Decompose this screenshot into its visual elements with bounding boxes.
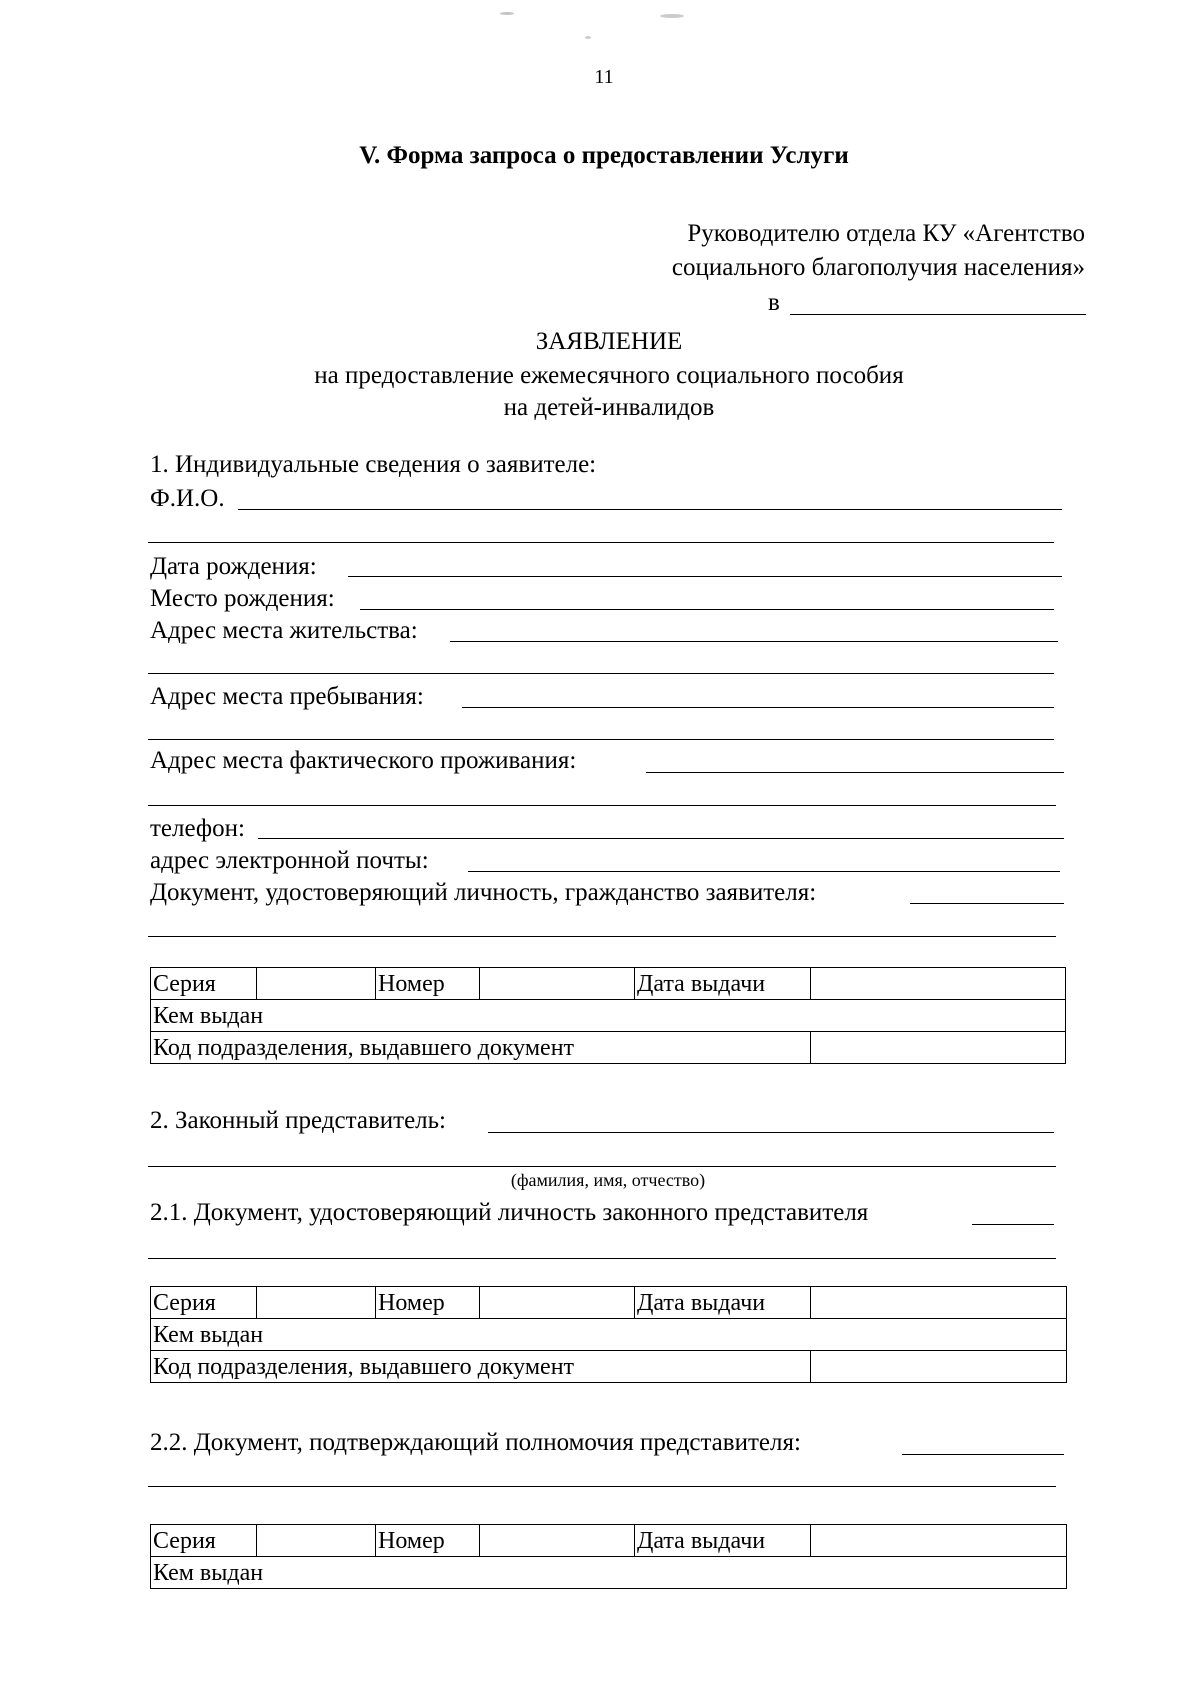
issue-date-label: Дата выдачи — [635, 1525, 811, 1557]
issue-date-cell[interactable] — [811, 968, 1066, 1000]
actual-address-label: Адрес места фактического проживания: — [150, 747, 577, 774]
section-title: V. Форма запроса о предоставлении Услуги — [359, 142, 849, 169]
representative-id-document-blank-line[interactable] — [972, 1224, 1054, 1225]
addressee-prefix: в — [768, 289, 780, 316]
fio-blank-line[interactable] — [238, 509, 1062, 510]
representative-id-document-blank-line-2[interactable] — [148, 1258, 1056, 1259]
table-row — [151, 968, 1066, 1000]
division-code-label: Код подразделения, выдавшего документ — [151, 1032, 811, 1064]
section1-heading: 1. Индивидуальные сведения о заявителе: — [150, 451, 597, 478]
division-code-cell[interactable] — [811, 1032, 1066, 1064]
fio-blank-line-2[interactable] — [148, 542, 1054, 543]
addressee-line-2: социального благополучия населения» — [671, 254, 1085, 281]
number-label: Номер — [376, 1287, 480, 1319]
authority-document-blank-line[interactable] — [902, 1454, 1064, 1455]
id-document-blank-line[interactable] — [910, 903, 1064, 904]
fio-label: Ф.И.О. — [150, 485, 225, 512]
application-title: ЗАЯВЛЕНИЕ — [535, 328, 683, 355]
birth-date-label: Дата рождения: — [150, 553, 317, 580]
issued-by-cell[interactable]: Кем выдан — [151, 1000, 1066, 1032]
scan-noise — [500, 12, 514, 15]
series-cell[interactable] — [257, 1525, 376, 1557]
representative-blank-line[interactable] — [488, 1132, 1054, 1133]
application-subtitle-1: на предоставление ежемесячного социального пособия — [314, 362, 904, 389]
number-cell[interactable] — [480, 1525, 635, 1557]
department-blank-line[interactable] — [790, 314, 1086, 315]
number-cell[interactable] — [480, 1287, 635, 1319]
id-document-blank-line-2[interactable] — [148, 936, 1056, 937]
phone-label: телефон: — [150, 815, 245, 842]
representative-id-document-table — [150, 1286, 1067, 1383]
table-row — [151, 1525, 1067, 1557]
series-label: Серия — [151, 968, 257, 1000]
representative-blank-line-2[interactable] — [148, 1166, 1056, 1167]
series-label: Серия — [151, 1287, 257, 1319]
table-row — [151, 1557, 1067, 1589]
table-row — [151, 1287, 1067, 1319]
series-cell[interactable] — [257, 968, 376, 1000]
table-row — [151, 1032, 1066, 1064]
phone-blank-line[interactable] — [258, 838, 1064, 839]
representative-caption: (фамилия, имя, отчество) — [510, 1170, 706, 1190]
number-cell[interactable] — [480, 968, 635, 1000]
issue-date-cell[interactable] — [811, 1525, 1067, 1557]
residence-address-blank-line[interactable] — [450, 641, 1058, 642]
stay-address-blank-line[interactable] — [462, 707, 1054, 708]
addressee-line-1: Руководителю отдела КУ «Агентство — [687, 220, 1085, 247]
actual-address-blank-line[interactable] — [646, 772, 1064, 773]
table-row — [151, 1351, 1067, 1383]
birth-date-blank-line[interactable] — [348, 576, 1062, 577]
stay-address-blank-line-2[interactable] — [148, 739, 1054, 740]
authority-document-blank-line-2[interactable] — [148, 1486, 1056, 1487]
issued-by-cell[interactable]: Кем выдан — [151, 1319, 1067, 1351]
email-blank-line[interactable] — [468, 871, 1060, 872]
representative-authority-document-label: 2.2. Документ, подтверждающий полномочия представителя: — [150, 1429, 801, 1456]
issue-date-cell[interactable] — [811, 1287, 1067, 1319]
series-label: Серия — [151, 1525, 257, 1557]
residence-address-label: Адрес места жительства: — [150, 617, 418, 644]
page-number: 11 — [594, 66, 614, 88]
stay-address-label: Адрес места пребывания: — [150, 683, 424, 710]
representative-authority-document-table — [150, 1524, 1067, 1589]
actual-address-blank-line-2[interactable] — [148, 805, 1056, 806]
number-label: Номер — [376, 1525, 480, 1557]
division-code-cell[interactable] — [811, 1351, 1067, 1383]
scan-noise — [585, 36, 591, 39]
division-code-label: Код подразделения, выдавшего документ — [151, 1351, 811, 1383]
series-cell[interactable] — [257, 1287, 376, 1319]
residence-address-blank-line-2[interactable] — [148, 673, 1054, 674]
email-label: адрес электронной почты: — [150, 847, 429, 874]
issue-date-label: Дата выдачи — [635, 1287, 811, 1319]
birth-place-label: Место рождения: — [150, 585, 335, 612]
birth-place-blank-line[interactable] — [360, 609, 1054, 610]
section2-heading: 2. Законный представитель: — [150, 1107, 446, 1134]
application-subtitle-2: на детей-инвалидов — [503, 394, 715, 421]
table-row — [151, 1000, 1066, 1032]
id-document-label: Документ, удостоверяющий личность, гражданство заявителя: — [150, 879, 817, 906]
representative-id-document-label: 2.1. Документ, удостоверяющий личность законного представителя — [150, 1199, 869, 1226]
issued-by-cell[interactable]: Кем выдан — [151, 1557, 1067, 1589]
applicant-document-table — [150, 967, 1066, 1064]
scan-noise — [660, 14, 684, 18]
issue-date-label: Дата выдачи — [635, 968, 811, 1000]
number-label: Номер — [376, 968, 480, 1000]
table-row — [151, 1319, 1067, 1351]
